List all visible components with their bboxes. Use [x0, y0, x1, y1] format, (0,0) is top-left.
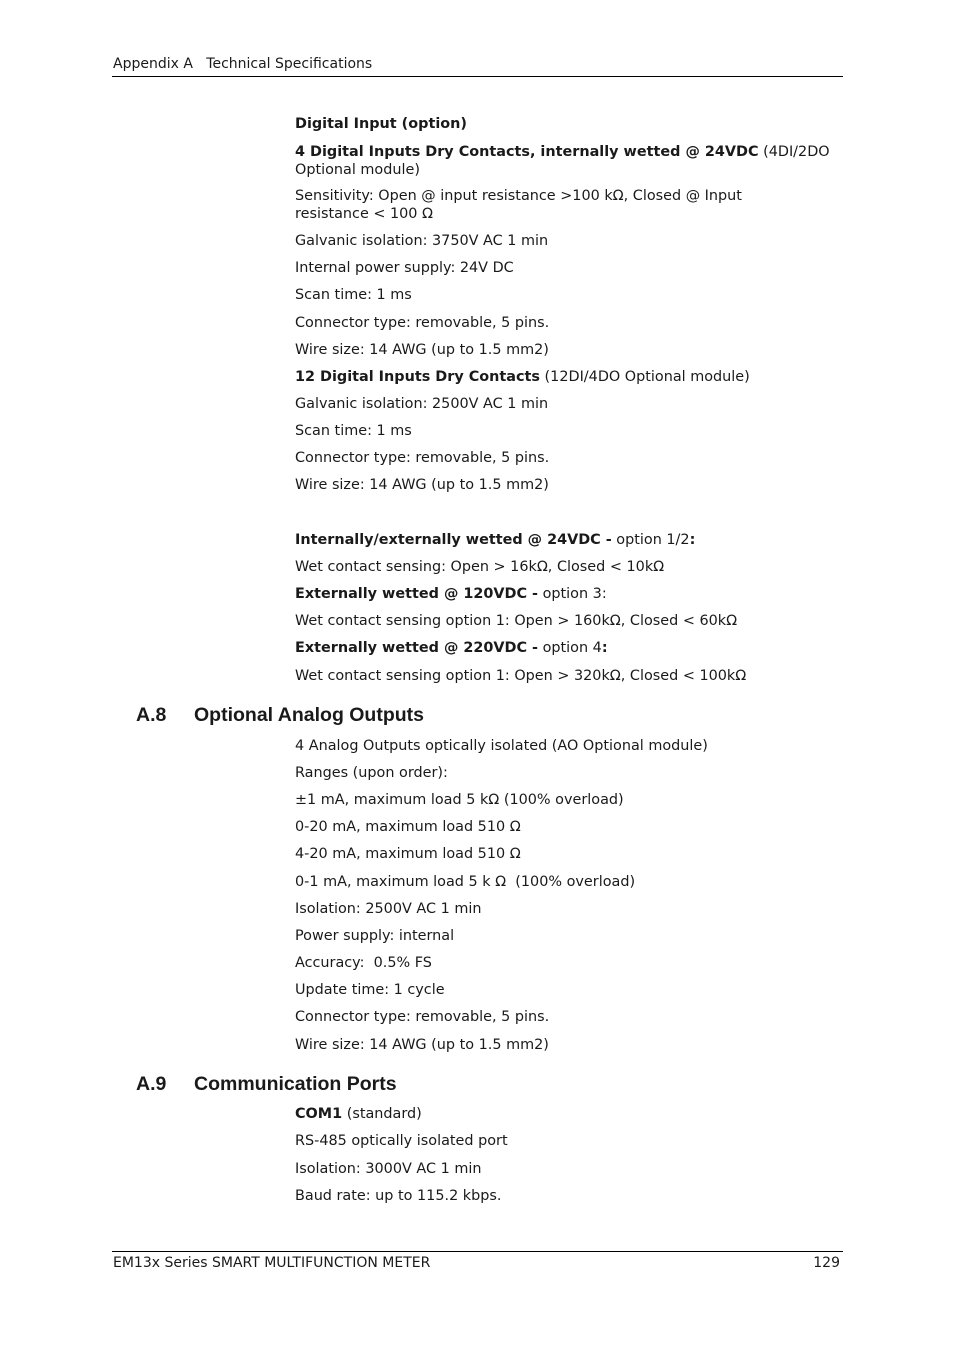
- section-a9-heading: [136, 1072, 397, 1096]
- a8-line: Power supply: internal: [295, 928, 455, 944]
- di-connector2: Connector type: removable, 5 pins.: [295, 450, 550, 466]
- section-a9-title: Communication Ports: [194, 1073, 397, 1095]
- di-option12-heading: Internally/externally wetted @ 24VDC - option 1/2:: [295, 532, 696, 548]
- di-block2-heading: 12 Digital Inputs Dry Contacts (12DI/4DO Optional module): [295, 369, 750, 385]
- di-option12-desc: Wet contact sensing: Open > 16kΩ, Closed < 10kΩ: [295, 559, 665, 575]
- di-wire1: Wire size: 14 AWG (up to 1.5 mm2): [295, 342, 549, 358]
- page-footer: [112, 1251, 843, 1271]
- di-sensitivity: Sensitivity: Open @ input resistance >100 kΩ, Closed @ Input resistance < 100 Ω: [295, 188, 742, 222]
- di-scan1: Scan time: 1 ms: [295, 287, 412, 303]
- di-wire2: Wire size: 14 AWG (up to 1.5 mm2): [295, 477, 549, 493]
- di-option3-desc: Wet contact sensing option 1: Open > 160kΩ, Closed < 60kΩ: [295, 613, 738, 629]
- page-header: [112, 56, 843, 77]
- di-block1-heading: 4 Digital Inputs Dry Contacts, internally wetted @ 24VDC (4DI/2DO Optional module): [295, 144, 830, 178]
- section-a8-heading: [136, 703, 424, 727]
- a9-line: Isolation: 3000V AC 1 min: [295, 1161, 482, 1177]
- header-text: Appendix A Technical Specifications: [113, 56, 373, 72]
- a8-line: Isolation: 2500V AC 1 min: [295, 901, 482, 917]
- a8-line: 0-20 mA, maximum load 510 Ω: [295, 819, 521, 835]
- a8-line: 4-20 mA, maximum load 510 Ω: [295, 846, 521, 862]
- section-a8-number: A.8: [136, 704, 167, 726]
- section-a9-number: A.9: [136, 1073, 167, 1095]
- a8-line: Accuracy: 0.5% FS: [295, 955, 432, 971]
- a9-line: RS-485 optically isolated port: [295, 1133, 508, 1149]
- a8-line: 0-1 mA, maximum load 5 k Ω (100% overload): [295, 874, 636, 890]
- di-scan2: Scan time: 1 ms: [295, 423, 412, 439]
- di-isolation1: Galvanic isolation: 3750V AC 1 min: [295, 233, 549, 249]
- a9-com1: COM1 (standard): [295, 1106, 422, 1122]
- a8-line: Ranges (upon order):: [295, 765, 448, 781]
- a9-line: Baud rate: up to 115.2 kbps.: [295, 1188, 502, 1204]
- page-number: 129: [813, 1255, 840, 1271]
- di-option3-heading: Externally wetted @ 120VDC - option 3:: [295, 586, 607, 602]
- a8-line: 4 Analog Outputs optically isolated (AO Optional module): [295, 738, 708, 754]
- footer-title: EM13x Series SMART MULTIFUNCTION METER: [113, 1255, 431, 1271]
- di-option4-heading: Externally wetted @ 220VDC - option 4:: [295, 640, 608, 656]
- di-power: Internal power supply: 24V DC: [295, 260, 514, 276]
- di-connector1: Connector type: removable, 5 pins.: [295, 315, 550, 331]
- digital-input-title: Digital Input (option): [295, 116, 467, 132]
- a8-line: Update time: 1 cycle: [295, 982, 445, 998]
- section-a8-title: Optional Analog Outputs: [194, 704, 425, 726]
- a8-line: Wire size: 14 AWG (up to 1.5 mm2): [295, 1037, 549, 1053]
- di-option4-desc: Wet contact sensing option 1: Open > 320kΩ, Closed < 100kΩ: [295, 668, 747, 684]
- a8-line: Connector type: removable, 5 pins.: [295, 1009, 550, 1025]
- a8-line: ±1 mA, maximum load 5 kΩ (100% overload): [295, 792, 624, 808]
- di-isolation2: Galvanic isolation: 2500V AC 1 min: [295, 396, 549, 412]
